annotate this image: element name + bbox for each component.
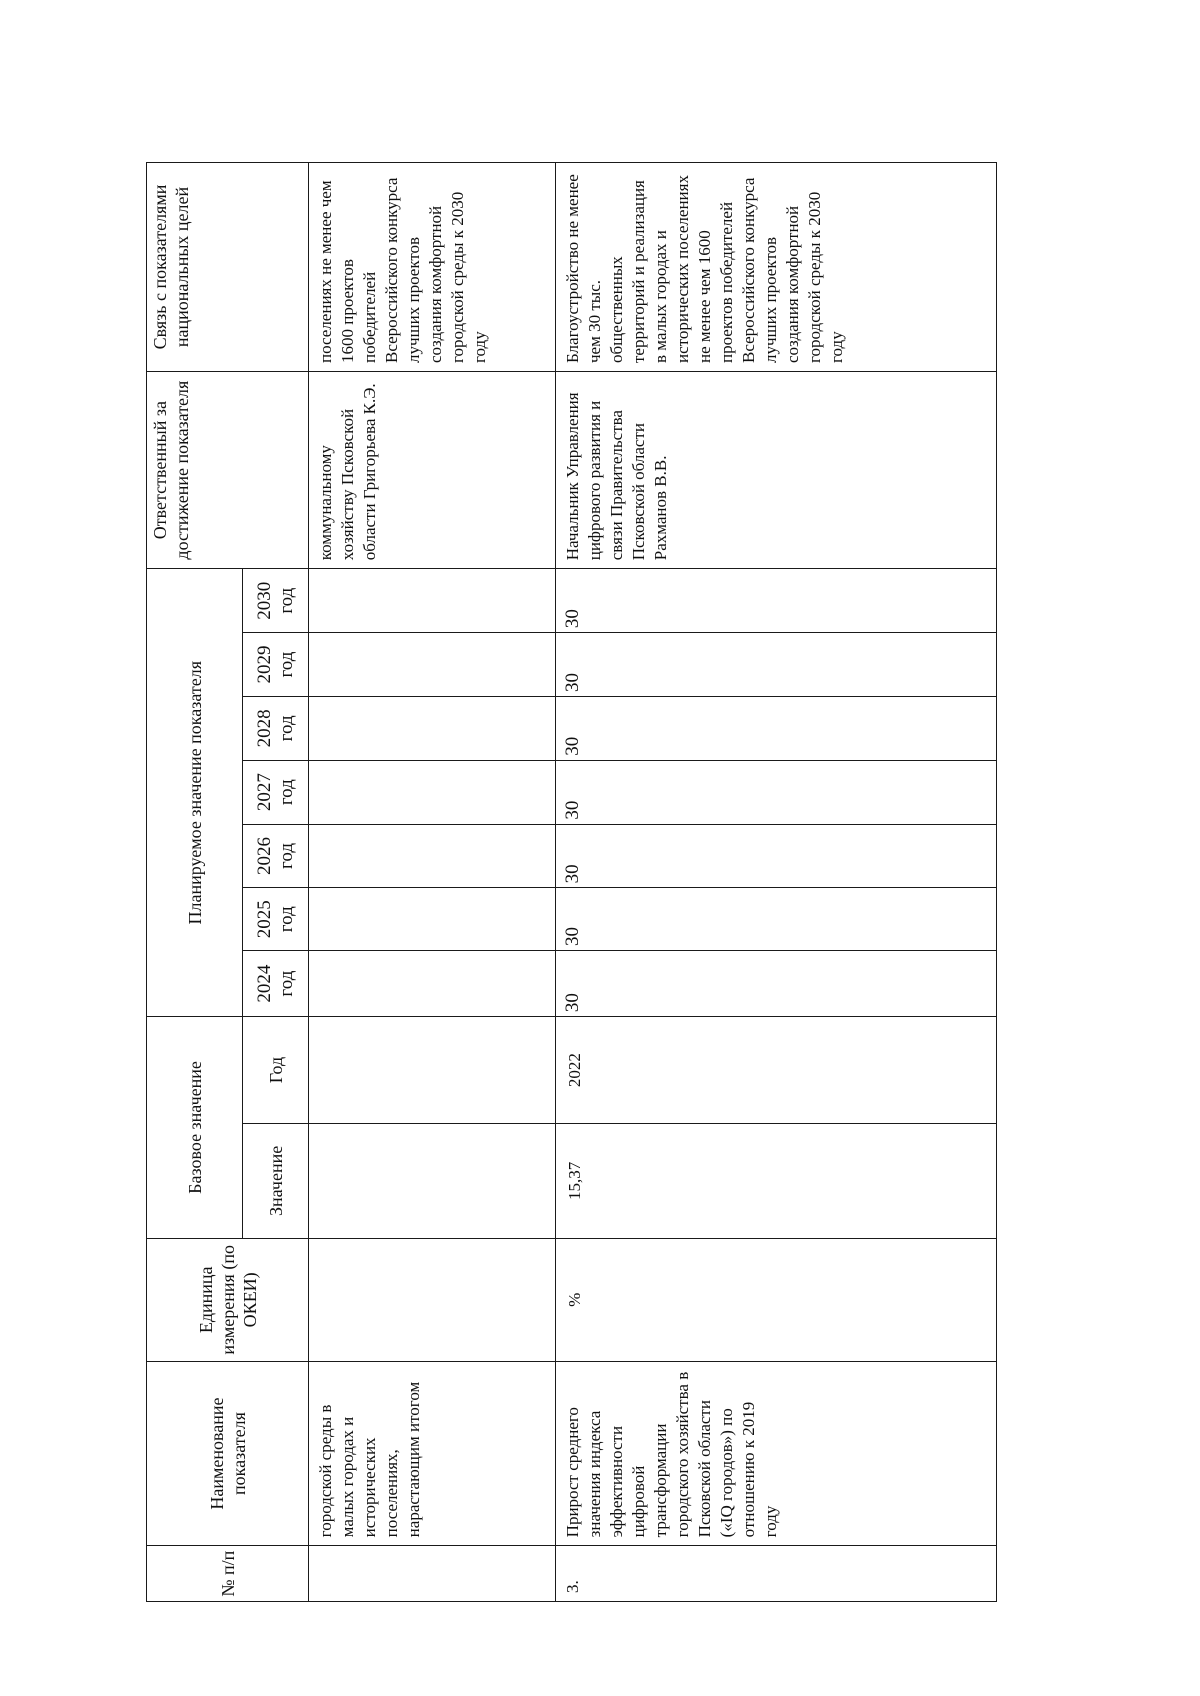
header-unit: Единица измерения (по ОКЕИ) [147,1238,309,1361]
header-num: № п/п [147,1546,309,1602]
indicators-table [146,162,997,1602]
row-year-2025: 30 [556,888,997,951]
row-year-2026 [309,824,556,888]
row-year-2024: 30 [556,951,997,1017]
header-name: Наименование показателя [147,1361,309,1546]
row-year-2030: 30 [556,569,997,633]
row-num: 3. [556,1546,997,1602]
table-row [556,163,997,1602]
header-link: Связь с показателями национальных целей [147,163,309,372]
row-base-value [309,1123,556,1238]
header-responsible: Ответственный за достижение показателя [147,372,309,569]
row-year-2024 [309,951,556,1017]
row-year-2028 [309,696,556,760]
row-year-2025 [309,888,556,951]
header-base-value: Значение [243,1123,309,1238]
header-planned: Планируемое значение показателя [147,569,243,1017]
row-base-year: 2022 [556,1017,997,1124]
row-year-2029: 30 [556,633,997,697]
row-link: поселениях не менее чем 1600 проектов победителей Всероссийского конкурса лучших проектов создания комфортной городской среды к 2030 году [309,163,556,372]
row-name: городской среды в малых городах и исторических поселениях, нарастающим итогом [309,1361,556,1546]
header-year-2025: 2025 год [243,888,309,951]
row-responsible: Начальник Управления цифрового развития и связи Правительства Псковской области Рахманов В.В. [556,372,997,569]
row-responsible: коммунальному хозяйству Псковской области Григорьева К.Э. [309,372,556,569]
row-year-2027 [309,760,556,824]
row-link: Благоустройство не менее чем 30 тыс. общественных территорий и реализация в малых городах и исторических поселениях не менее чем 1600 проектов победителей Всероссийского конкурса лучших проектов создания комфортной городской среды к 2030 году [556,163,997,372]
header-year-2030: 2030 год [243,569,309,633]
row-name: Прирост среднего значения индекса эффективности цифровой трансформации городского хозяйства в Псковской области («IQ городов») по отношению к 2019 году [556,1361,997,1546]
row-base-year [309,1017,556,1124]
row-year-2028: 30 [556,696,997,760]
header-year-2024: 2024 год [243,951,309,1017]
table-row [309,163,556,1602]
row-base-value: 15,37 [556,1123,997,1238]
row-num [309,1546,556,1602]
row-year-2029 [309,633,556,697]
header-year-2026: 2026 год [243,824,309,888]
header-year-2027: 2027 год [243,760,309,824]
row-year-2026: 30 [556,824,997,888]
header-base: Базовое значение [147,1017,243,1239]
header-base-year: Год [243,1017,309,1124]
row-year-2030 [309,569,556,633]
row-year-2027: 30 [556,760,997,824]
header-year-2029: 2029 год [243,633,309,697]
rotated-page [146,162,996,1602]
row-unit [309,1238,556,1361]
header-year-2028: 2028 год [243,696,309,760]
row-unit: % [556,1238,997,1361]
header-row-1 [147,163,243,1602]
